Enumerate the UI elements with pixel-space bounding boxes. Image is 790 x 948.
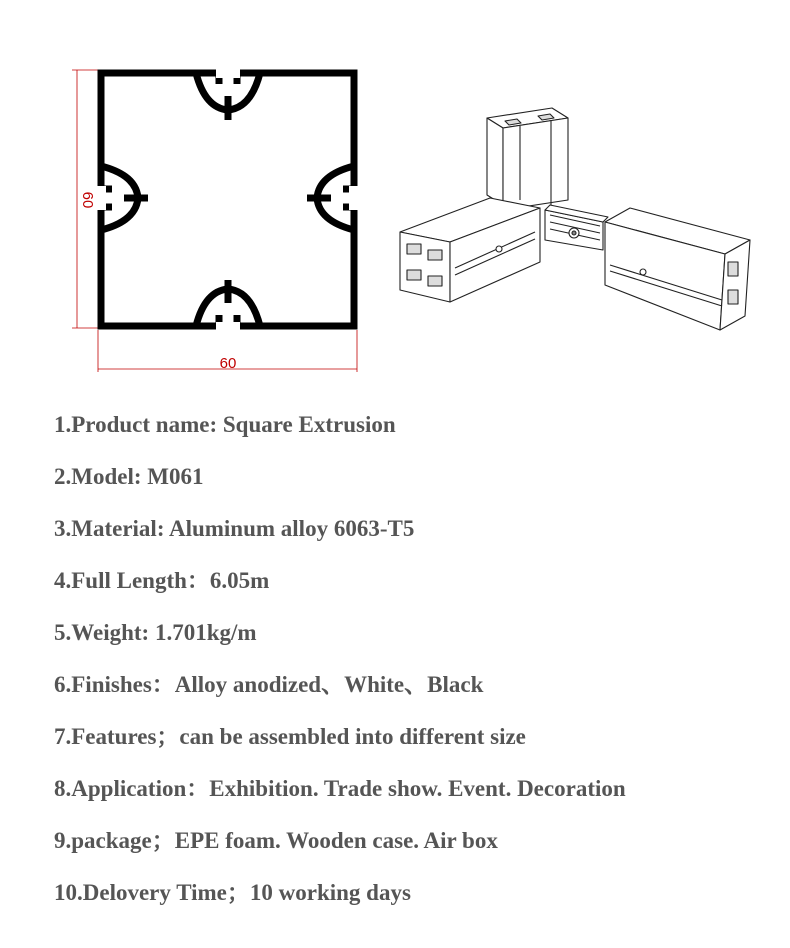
left-horizontal-beam [400,198,540,302]
spec-material: 3.Material: Aluminum alloy 6063-T5 [54,516,415,541]
corner-assembly-illustration [390,95,760,340]
right-horizontal-beam [605,208,750,330]
slot-top [196,73,260,120]
spec-product-name: 1.Product name: Square Extrusion [54,412,396,437]
spec-features: 7.Features；can be assembled into different size [54,724,526,749]
profile-cross-section-drawing [60,55,380,380]
spec-list [54,407,774,927]
vertical-post [487,108,568,210]
slot-bottom [196,280,260,326]
slot-right [307,166,354,230]
connector-bracket [545,205,608,250]
spec-weight: 5.Weight: 1.701kg/m [54,620,257,645]
figure-area [0,0,790,390]
spec-delivery-time: 10.Delovery Time；10 working days [54,880,411,905]
spec-finishes: 6.Finishes：Alloy anodized、White、Black [54,672,484,697]
spec-model: 2.Model: M061 [54,464,204,489]
slot-left [101,166,148,230]
dimension-width-label: 60 [219,355,237,372]
spec-full-length: 4.Full Length：6.05m [54,568,270,593]
spec-package: 9.package；EPE foam. Wooden case. Air box [54,828,498,853]
dimension-height-label: 60 [79,191,96,209]
spec-application: 8.Application：Exhibition. Trade show. Event. Decoration [54,776,626,801]
